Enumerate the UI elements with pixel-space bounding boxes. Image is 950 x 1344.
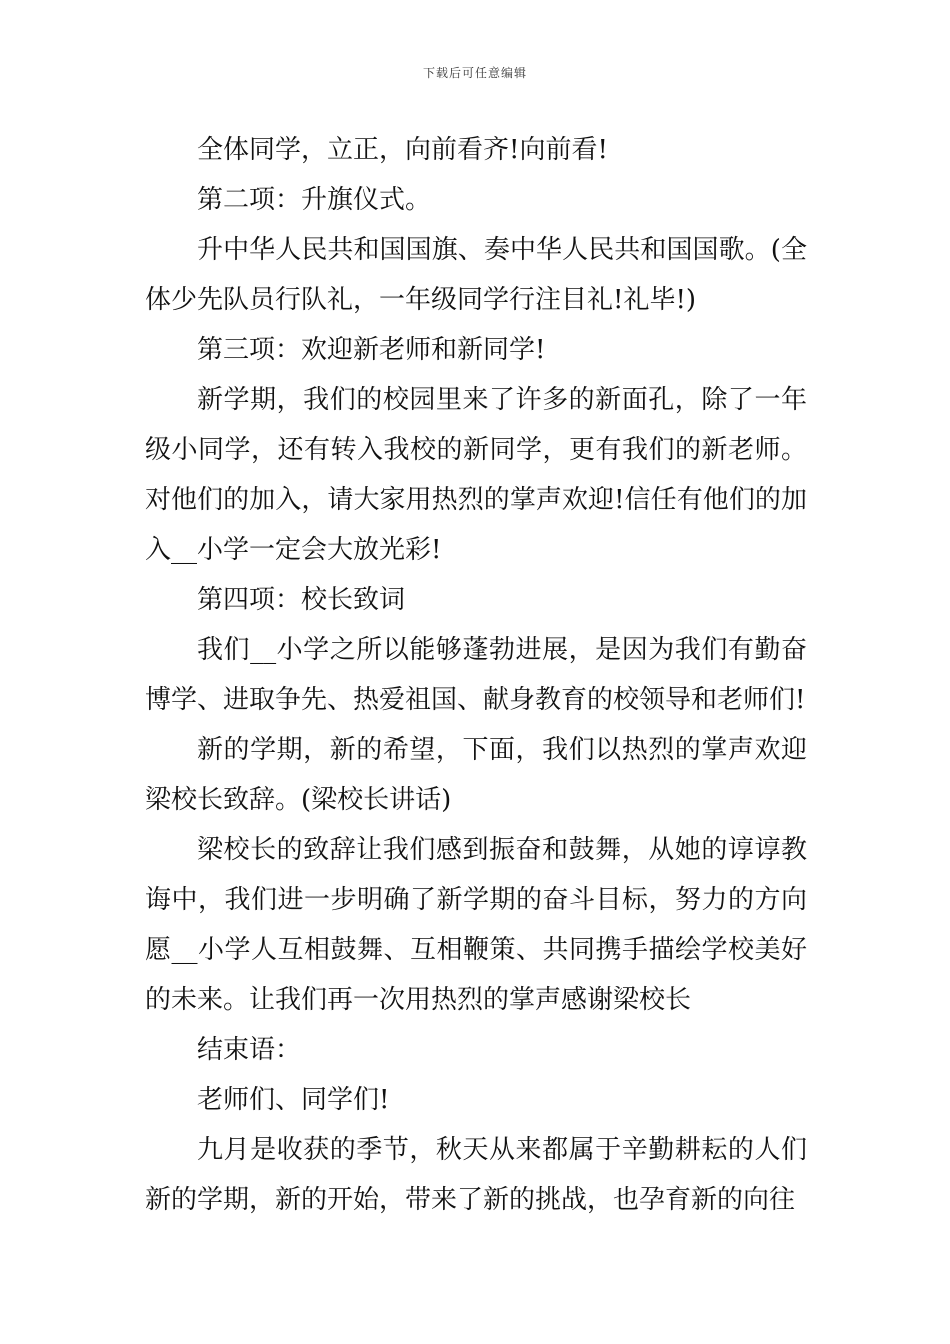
paragraph-principal-thanks: 梁校长的致辞让我们感到振奋和鼓舞，从她的谆谆教诲中，我们进一步明确了新学期的奋斗目标，努力的方向愿__小学人互相鼓舞、互相鞭策、共同携手描绘学校美好的未来。让我们再一次用热烈的掌声感谢梁校长 [145,835,807,1015]
page-header: 下载后可任意编辑 [422,66,527,80]
paragraph-item-two: 第二项：升旗仪式。 [197,185,432,215]
paragraph-assembly-command: 全体同学，立正，向前看齐!向前看! [197,135,608,165]
document-body [145,125,807,1225]
paragraph-closing-heading: 结束语： [197,1035,302,1065]
paragraph-flag-ceremony: 升中华人民共和国国旗、奏中华人民共和国国歌。(全体少先队员行队礼，一年级同学行注目礼!礼毕!) [145,235,807,315]
paragraph-september: 九月是收获的季节，秋天从来都属于辛勤耕耘的人们新的学期，新的开始，带来了新的挑战，也孕育新的向往 [145,1135,807,1215]
paragraph-principal-intro: 新的学期，新的希望，下面，我们以热烈的掌声欢迎梁校长致辞。(梁校长讲话) [145,735,807,815]
paragraph-greeting: 老师们、同学们! [197,1085,390,1115]
paragraph-welcome-newcomers: 新学期，我们的校园里来了许多的新面孔，除了一年级小同学，还有转入我校的新同学，更有我们的新老师。对他们的加入，请大家用热烈的掌声欢迎!信任有他们的加入__小学一定会大放光彩! [145,385,807,565]
paragraph-school-development: 我们__小学之所以能够蓬勃进展，是因为我们有勤奋博学、进取争先、热爱祖国、献身教育的校领导和老师们! [145,635,807,715]
paragraph-item-four: 第四项：校长致词 [197,585,406,615]
paragraph-item-three: 第三项：欢迎新老师和新同学! [197,335,546,365]
